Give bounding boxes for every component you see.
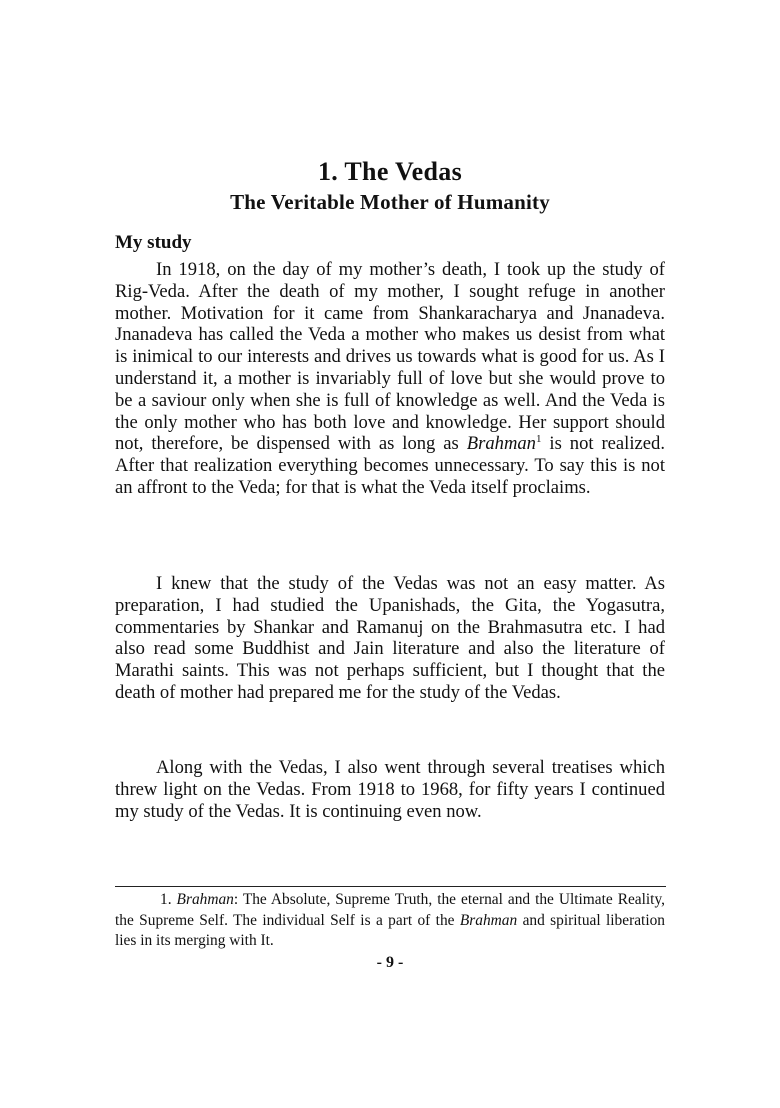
- footnote-text-a: : The Absolute, Supreme Truth, the eternal and the Ultimate Reality, the Supreme Self. The individual Self is a part of the: [115, 891, 665, 929]
- page-number: - 9 -: [376, 954, 404, 971]
- footnote-number: 1.: [160, 891, 172, 908]
- paragraph-1-text-b: is not realized. After that realization everything becomes unnecessary. To say this is not an affront to the Veda; for that is what the Veda itself proclaims.: [115, 433, 665, 498]
- footnote-divider: [115, 886, 666, 887]
- footnote-reference: 1: [535, 433, 542, 446]
- section-heading: My study: [115, 232, 192, 253]
- paragraph-3: Along with the Vedas, I also went through several treatises which threw light on the Vedas. From 1918 to 1968, for fifty years I continued my study of the Vedas. It is continuing even now.: [115, 757, 665, 822]
- footnote-term: Brahman: [176, 891, 234, 908]
- footnote-term-2: Brahman: [459, 911, 518, 929]
- chapter-title: 1. The Vedas: [317, 157, 462, 186]
- paragraph-1-text-a: In 1918, on the day of my mother’s death, I took up the study of Rig-Veda. After the death of my mother, I sought refuge in another mother. Motivation for it came from Shankaracharya and Jnanadeva. Jnanadeva has called the Veda a mother who makes us desist from what is inimical to our interests and drives us towards what is good for us. As I understand it, a mother is invariably full of love but she would prove to be a saviour only when she is full of knowledge as well. And the Veda is the only mother who has both love and knowledge. Her support should not, therefore, be dispensed with as long as: [115, 259, 665, 455]
- footnote: [115, 890, 665, 952]
- brahman-term: Brahman: [466, 433, 536, 455]
- paragraph-1: [115, 259, 665, 499]
- paragraph-2: I knew that the study of the Vedas was not an easy matter. As preparation, I had studied the Upanishads, the Gita, the Yogasutra, commentaries by Shankar and Ramanuj on the Brahmasutra etc. I had also read some Buddhist and Jain literature and also the literature of Marathi saints. This was not perhaps sufficient, but I thought that the death of mother had prepared me for the study of the Vedas.: [115, 573, 665, 703]
- chapter-subtitle: The Veritable Mother of Humanity: [230, 190, 550, 214]
- footnote-text-b: and spiritual liberation lies in its merging with It.: [115, 911, 665, 949]
